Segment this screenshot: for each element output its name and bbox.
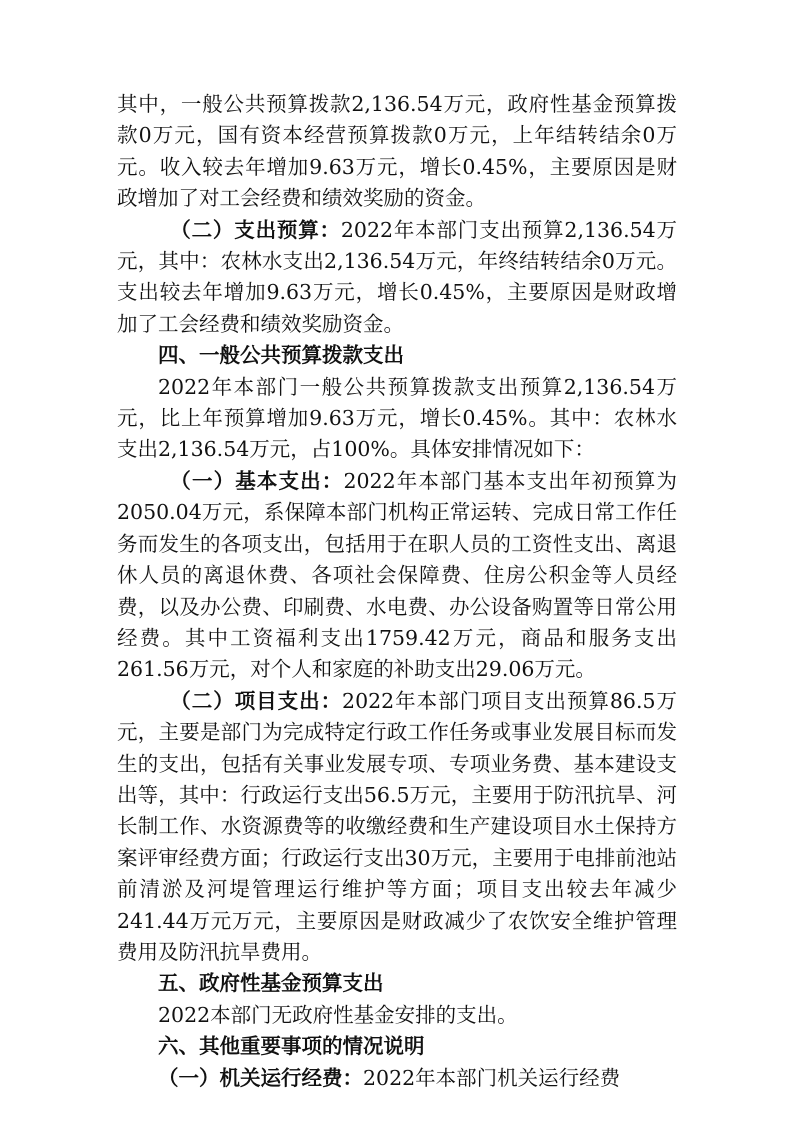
heading-text: 四、一般公共预算拨款支出 [158,343,404,368]
paragraph-text: 2022年本部门机关运行经费 [363,1065,621,1090]
paragraph-text: 2022年本部门基本支出年初预算为2050.04万元，系保障本部门机构正常运转、完成日常工作任务而发生的各项支出，包括用于在职人员的工资性支出、离退休人员的离退休费、各项社会保障费、住房公积金等人员经费，以及办公费、印刷费、水电费、办公设备购置等日常公用经费。其中工资福利支出1759.42万元，商品和服务支出261.56万元，对个人和家庭的补助支出29.06万元。 [117,468,677,682]
paragraph-lead: （一）基本支出： [170,468,344,493]
heading-text: 六、其他重要事项的情况说明 [158,1034,425,1059]
paragraph-text: 其中，一般公共预算拨款2,136.54万元，政府性基金预算拨款0万元，国有资本经营预算拨款0万元，上年结转结余0万元。收入较去年增加9.63万元，增长0.45%，主要原因是财政增加了对工会经费和绩效奖励的资金。 [117,92,677,211]
paragraph-text: 2022年本部门一般公共预算拨款支出预算2,136.54万元，比上年预算增加9.63万元，增长0.45%。其中：农林水支出2,136.54万元，占100%。具体安排情况如下： [117,374,677,462]
paragraph-fund-budget [117,1000,677,1031]
paragraph-lead: （一）机关运行经费： [158,1065,363,1090]
paragraph-general-budget [117,372,677,466]
paragraph-operating-expenses [117,1063,677,1094]
paragraph-expenditure-budget [117,215,677,341]
paragraph-lead: （二）支出预算： [170,217,341,242]
paragraph-lead: （二）项目支出： [170,688,343,713]
heading-text: 五、政府性基金预算支出 [158,971,384,996]
section-heading-4 [117,340,677,371]
paragraph-basic-expenditure [117,466,677,686]
body-text [117,89,677,1094]
paragraph-text: 2022年本部门支出预算2,136.54万元，其中：农林水支出2,136.54万元，年终结转结余0万元。支出较去年增加9.63万元，增长0.45%，主要原因是财政增加了工会经费和绩效奖励资金。 [117,217,678,336]
paragraph-text: 2022本部门无政府性基金安排的支出。 [158,1002,518,1027]
paragraph-income-detail [117,89,677,215]
section-heading-6 [117,1031,677,1062]
paragraph-text: 2022年本部门项目支出预算86.5万元，主要是部门为完成特定行政工作任务或事业发展目标而发生的支出，包括有关事业发展专项、专项业务费、基本建设支出等，其中：行政运行支出56.5万元，主要用于防汛抗旱、河长制工作、水资源费等的收缴经费和生产建设项目水土保持方案评审经费方面；行政运行支出30万元，主要用于电排前池站前清淤及河堤管理运行维护等方面；项目支出较去年减少241.44万元万元，主要原因是财政减少了农饮安全维护管理费用及防汛抗旱费用。 [117,688,677,964]
section-heading-5 [117,968,677,999]
paragraph-project-expenditure [117,686,677,969]
